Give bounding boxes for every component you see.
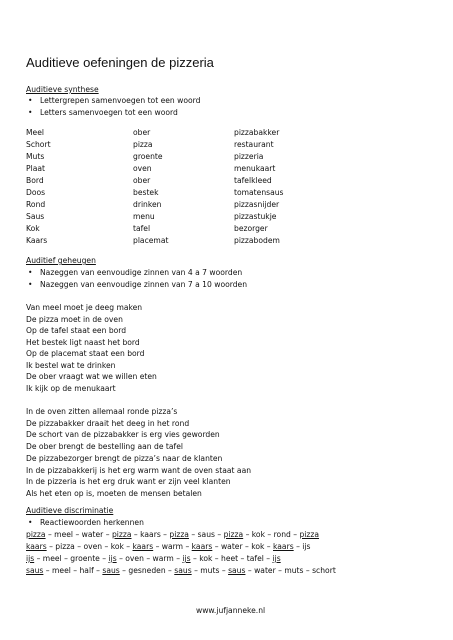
word-item: Kaars [26, 236, 48, 245]
word-item: pizzeria [234, 152, 264, 161]
word-sequence: – water – kok – [212, 542, 274, 551]
word-sequence: – kaars – [131, 530, 170, 539]
word-item: bezorger [234, 224, 268, 233]
sentence-line: De ober brengt de bestelling aan de tafel [26, 442, 183, 452]
word-item: pizzabakker [234, 128, 280, 137]
target-word: ijs [26, 554, 35, 563]
word-sequence: – warm – [153, 542, 192, 551]
word-item: Schort [26, 140, 51, 149]
word-sequence: – meel – water – [45, 530, 112, 539]
bullet-item: • Letters samenvoegen tot een woord [28, 108, 178, 117]
target-word: pizza [111, 530, 132, 539]
discrimination-row [26, 542, 310, 551]
target-word: kaars [26, 542, 47, 551]
word-item: menukaart [234, 164, 276, 173]
page-title: Auditieve oefeningen de pizzeria [26, 55, 214, 70]
word-item: Bord [26, 176, 44, 185]
word-sequence: – oven – warm – [116, 554, 183, 563]
word-sequence: – pizza – oven – kok – [46, 542, 133, 551]
target-word: ijs [272, 554, 281, 563]
sentence-line: De ober vraagt wat we willen eten [26, 372, 157, 381]
word-item: placemat [133, 236, 169, 245]
discrimination-row [26, 566, 336, 575]
word-item: Muts [26, 152, 45, 161]
word-item: Meel [26, 128, 45, 137]
bullet-item: • Nazeggen van eenvoudige zinnen van 4 a 7 woorden [28, 268, 243, 277]
sentence-line: Als het eten op is, moeten de mensen betalen [26, 488, 202, 498]
word-item: pizzabodem [234, 236, 280, 245]
word-item: tomatensaus [234, 188, 284, 197]
sentence-line: Ik kijk op de menukaart [26, 383, 116, 393]
word-item: restaurant [234, 140, 274, 149]
discrimination-row [26, 530, 319, 539]
target-word: kaars [132, 542, 154, 551]
word-item: Doos [26, 188, 46, 197]
target-word: ijs [108, 554, 117, 563]
target-word: saus [26, 566, 44, 575]
sentence-line: In de pizzabakkerij is het erg warm want de oven staat aan [26, 465, 252, 475]
sentence-line: Op de placemat staat een bord [26, 349, 145, 358]
sentence-line: Van meel moet je deeg maken [26, 303, 143, 312]
section-heading-synthese: Auditieve synthese [26, 85, 99, 94]
target-word: saus [174, 566, 192, 575]
sentence-line: De pizzabezorger brengt de pizza’s naar de klanten [26, 453, 223, 463]
word-item: menu [133, 212, 155, 221]
word-item: bestek [133, 188, 159, 197]
word-sequence: – meel – half – [43, 566, 103, 575]
word-sequence: – saus – [188, 530, 224, 539]
sentence-line: In de oven zitten allemaal ronde pizza’s [26, 407, 178, 416]
word-item: tafelkleed [234, 176, 272, 185]
word-sequence: – water – muts – schort [245, 566, 336, 575]
word-item: Saus [26, 212, 45, 221]
discrimination-row [26, 554, 281, 563]
word-item: Plaat [26, 164, 45, 173]
word-item: pizzastukje [234, 212, 277, 221]
word-sequence: – meel – groente – [34, 554, 109, 563]
word-sequence: – kok – heet – tafel – [190, 554, 273, 563]
target-word: pizza [169, 530, 189, 539]
sentence-line: Het bestek ligt naast het bord [26, 337, 140, 347]
target-word: saus [228, 566, 246, 575]
sentence-line: In de pizzeria is het erg druk want er zijn veel klanten [26, 477, 231, 487]
bullet-item: • Lettergrepen samenvoegen tot een woord [28, 96, 201, 105]
sentence-line: Op de tafel staat een bord [26, 326, 127, 335]
word-item: oven [133, 164, 152, 173]
target-word: pizza [223, 530, 244, 539]
word-item: Kok [26, 224, 40, 233]
target-word: ijs [182, 554, 191, 563]
footer-url: www.jufjanneke.nl [196, 606, 266, 615]
section-heading-geheugen: Auditief geheugen [26, 256, 96, 265]
word-item: pizza [133, 140, 153, 149]
sentence-line: De schort van de pizzabakker is erg vies geworden [26, 430, 220, 440]
section-heading-discriminatie: Auditieve discriminatie [26, 506, 114, 515]
word-item: drinken [133, 200, 162, 209]
target-word: saus [102, 566, 120, 575]
word-item: tafel [133, 224, 151, 233]
bullet-item: • Nazeggen van eenvoudige zinnen van 7 a 10 woorden [28, 280, 248, 289]
word-item: ober [133, 176, 151, 185]
word-item: groente [133, 152, 163, 161]
word-sequence: – kok – rond – [243, 530, 300, 539]
target-word: kaars [191, 542, 213, 551]
bullet-item: • Reactiewoorden herkennen [28, 518, 144, 527]
sentence-line: De pizza moet in de oven [26, 314, 123, 324]
word-sequence: – muts – [191, 566, 229, 575]
target-word: pizza [299, 530, 320, 539]
word-item: pizzasnijder [234, 200, 280, 209]
target-word: kaars [273, 542, 294, 551]
word-sequence: – gesneden – [119, 566, 175, 575]
word-item: ober [133, 128, 151, 137]
sentence-line: De pizzabakker draait het deeg in het rond [26, 418, 190, 428]
word-sequence: – ijs [293, 542, 311, 551]
target-word: pizza [26, 530, 46, 539]
sentence-line: Ik bestel wat te drinken [26, 360, 116, 370]
word-item: Rond [26, 200, 46, 209]
